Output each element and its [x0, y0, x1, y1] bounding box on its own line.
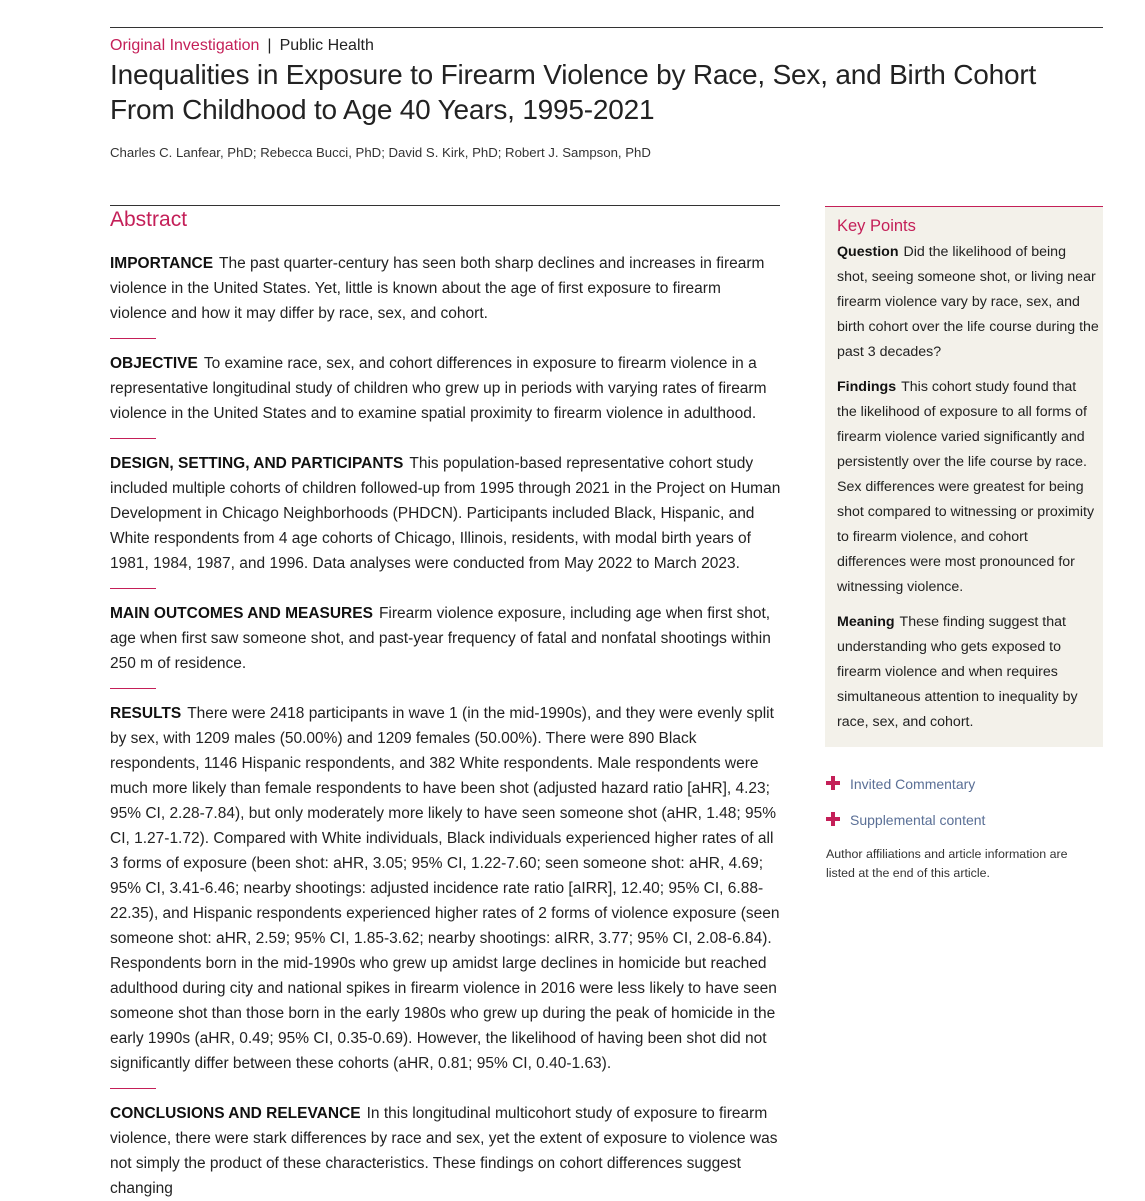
key-points-title: Key Points [837, 217, 916, 235]
abstract-section-text: This population-based representative cohort study included multiple cohorts of children followed-up from 1995 through 2021 in the Project on Human Development in Chicago Neighborhoods (PHDCN). Participants included Black, Hispanic, and White respondents from 4 age cohorts of Chicago, Illinois, residents, with modal birth years of 1981, 1984, 1987, and 1996. Data analyses were conducted from May 2022 to March 2023. [110, 455, 781, 572]
abstract-results [110, 701, 782, 1076]
abstract-section-head: OBJECTIVE [110, 355, 198, 372]
abstract-rule [110, 205, 780, 206]
abstract-design [110, 451, 782, 576]
key-points-body [837, 240, 1099, 745]
key-point-findings [837, 375, 1099, 600]
key-point-head: Meaning [837, 614, 895, 630]
supplemental-content-label: Supplemental content [850, 812, 986, 828]
abstract-section-head: RESULTS [110, 705, 182, 722]
plus-icon [826, 812, 840, 826]
key-point-text: This cohort study found that the likelihood of exposure to all forms of firearm violence varied significantly and persistently over the life course by race. Sex differences were greatest for being shot compared to witnessing or proximity to firearm violence, and cohort differences were most pronounced for witnessing violence. [837, 379, 1095, 595]
abstract-divider [110, 338, 156, 339]
invited-commentary-label: Invited Commentary [850, 776, 976, 792]
abstract-section-head: DESIGN, SETTING, AND PARTICIPANTS [110, 455, 404, 472]
key-point-text: Did the likelihood of being shot, seeing someone shot, or living near firearm violence vary by race, sex, and birth cohort over the life course during the past 3 decades? [837, 244, 1099, 360]
article-type-label[interactable]: Original Investigation [110, 37, 260, 54]
abstract-section-head: IMPORTANCE [110, 255, 214, 272]
section-separator: | [267, 37, 272, 54]
supplemental-content-link[interactable] [826, 810, 985, 830]
abstract-body [110, 251, 782, 1201]
abstract-section-text: To examine race, sex, and cohort differences in exposure to firearm violence in a representative longitudinal study of children who grew up in periods with varying rates of firearm violence in the United States and to examine spatial proximity to firearm violence in adulthood. [110, 355, 767, 422]
key-points-box [825, 206, 1103, 747]
abstract-objective [110, 351, 782, 426]
abstract-divider [110, 588, 156, 589]
abstract-section-text: Firearm violence exposure, including age when first shot, age when first saw someone shot, and past-year frequency of fatal and nonfatal shootings within 250 m of residence. [110, 605, 771, 672]
abstract-divider [110, 688, 156, 689]
header-rule [110, 27, 1103, 28]
abstract-outcomes [110, 601, 782, 676]
key-point-head: Question [837, 244, 899, 260]
abstract-section-text: In this longitudinal multicohort study of exposure to firearm violence, there were stark differences by race and sex, yet the extent of exposure to violence was not simply the product of these characteristics. These findings on cohort differences suggest changing [110, 1105, 778, 1197]
key-point-meaning [837, 610, 1099, 735]
abstract-heading: Abstract [110, 208, 188, 231]
invited-commentary-link[interactable] [826, 774, 975, 794]
article-section-label [110, 36, 374, 56]
author-list: Charles C. Lanfear, PhD; Rebecca Bucci, PhD; David S. Kirk, PhD; Robert J. Sampson, PhD [110, 145, 651, 160]
abstract-section-head: CONCLUSIONS AND RELEVANCE [110, 1105, 361, 1122]
article-title: Inequalities in Exposure to Firearm Violence by Race, Sex, and Birth Cohort From Childhood to Age 40 Years, 1995-2021 [110, 59, 1037, 125]
article-topic-label[interactable]: Public Health [279, 37, 374, 54]
abstract-divider [110, 438, 156, 439]
key-point-head: Findings [837, 379, 897, 395]
affiliations-note: Author affiliations and article information are listed at the end of this article. [826, 847, 1068, 880]
abstract-section-text: There were 2418 participants in wave 1 (in the mid-1990s), and they were evenly split by sex, with 1209 males (50.00%) and 1209 females (50.00%). There were 890 Black respondents, 1146 Hispanic respondents, and 382 White respondents. Male respondents were much more likely than female respondents to have been shot (adjusted hazard ratio [aHR], 4.23; 95% CI, 2.28-7.84), but only moderately more likely to have seen someone shot (aHR, 1.48; 95% CI, 1.27-1.72). Compared with White individuals, Black individuals experienced higher rates of all 3 forms of exposure (been shot: aHR, 3.05; 95% CI, 1.22-7.60; seen someone shot: aHR, 4.69; 95% CI, 3.41-6.46; nearby shootings: adjusted incidence rate ratio [aIRR], 12.40; 95% CI, 6.88-22.35), and Hispanic respondents experienced higher rates of 2 forms of violence exposure (seen someone shot: aHR, 2.59; 95% CI, 1.85-3.62; nearby shootings: aIRR, 3.77; 95% CI, 2.08-6.84). Respondents born in the mid-1990s who grew up amidst large declines in homicide but reached adulthood during city and national spikes in firearm violence in 2016 were less likely to have seen someone shot than those born in the early 1980s who grew up during the peak of homicide in the early 1990s (aHR, 0.49; 95% CI, 0.35-0.69). However, the likelihood of having been shot did not significantly differ between these cohorts (aHR, 0.81; 95% CI, 0.40-1.63). [110, 705, 780, 1072]
key-point-text: These finding suggest that understanding who gets exposed to firearm violence and when requires simultaneous attention to inequality by race, sex, and cohort. [837, 614, 1078, 730]
abstract-conclusions [110, 1101, 782, 1201]
key-point-question [837, 240, 1099, 365]
abstract-section-head: MAIN OUTCOMES AND MEASURES [110, 605, 373, 622]
plus-icon [826, 776, 840, 790]
abstract-divider [110, 1088, 156, 1089]
abstract-importance [110, 251, 782, 326]
abstract-section-text: The past quarter-century has seen both sharp declines and increases in firearm violence in the United States. Yet, little is known about the age of first exposure to firearm violence and how it may differ by race, sex, and cohort. [110, 255, 765, 322]
